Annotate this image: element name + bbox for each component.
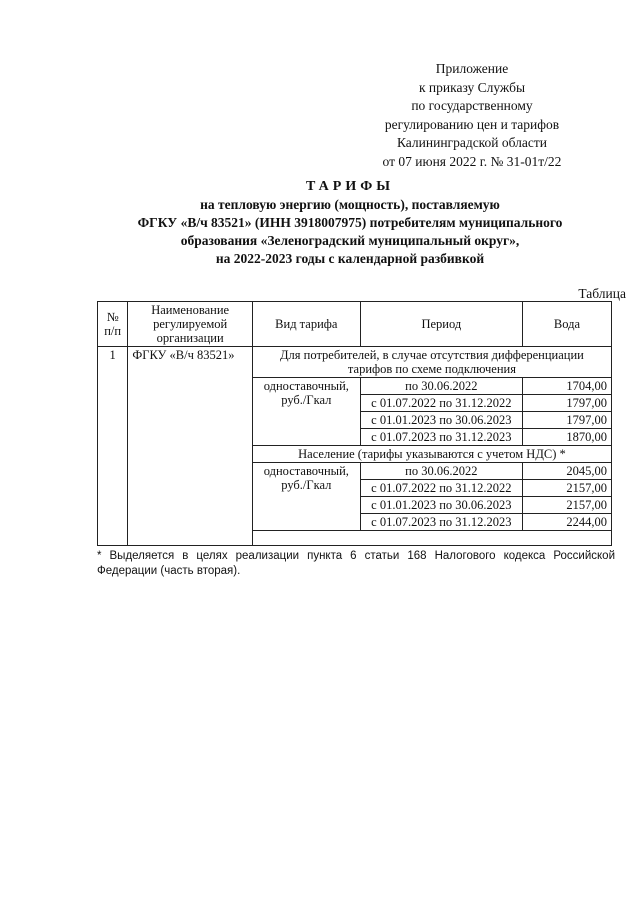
appendix-line: к приказу Службы [418, 79, 526, 95]
footnote: * Выделяется в целях реализации пункта 6 статьи 168 Налогового кодекса Российской Федерации (часть вторая). [97, 550, 615, 577]
title-line: на тепловую энергию (мощность), поставляемую [200, 197, 500, 212]
value-cell: 1797,00 [522, 412, 611, 429]
value-cell: 2157,00 [522, 480, 611, 497]
title-line: образования «Зеленоградский муниципальный округ», [180, 233, 520, 248]
value-cell: 1704,00 [522, 378, 611, 395]
header-number: № п/п [98, 302, 128, 347]
appendix-line: от 07 июня 2022 г. № 31-01т/22 [382, 153, 562, 169]
table-label: Таблица [578, 286, 626, 301]
period-cell: с 01.07.2023 по 31.12.2023 [360, 429, 522, 446]
group-heading: Для потребителей, в случае отсутствия дифференциации тарифов по схеме подключения [252, 347, 611, 378]
tariff-type: одноставочный, руб./Гкал [252, 463, 360, 531]
header-water: Вода [522, 302, 611, 347]
organization-name: ФГКУ «В/ч 83521» [128, 347, 253, 546]
title-main: ТАРИФЫ [306, 179, 394, 194]
period-cell: с 01.07.2023 по 31.12.2023 [360, 514, 522, 531]
empty-cell [252, 531, 611, 546]
document-title [60, 178, 640, 268]
title-line: ФГКУ «В/ч 83521» (ИНН 3918007975) потребителям муниципального [137, 215, 563, 230]
period-cell: с 01.07.2022 по 31.12.2022 [360, 480, 522, 497]
footnote-divider [97, 545, 219, 546]
header-organization: Наименование регулируемой организации [128, 302, 253, 347]
header-period: Период [360, 302, 522, 347]
tariff-table [97, 301, 612, 546]
period-cell: с 01.07.2022 по 31.12.2022 [360, 395, 522, 412]
appendix-line: Приложение [435, 61, 509, 76]
appendix-line: Калининградской области [396, 135, 548, 150]
table-row [98, 347, 612, 378]
title-line: на 2022-2023 годы с календарной разбивкой [215, 251, 485, 266]
value-cell: 2045,00 [522, 463, 611, 480]
value-cell: 1797,00 [522, 395, 611, 412]
row-number: 1 [98, 347, 128, 546]
tariff-type: одноставочный, руб./Гкал [252, 378, 360, 446]
period-cell: по 30.06.2022 [360, 463, 522, 480]
value-cell: 1870,00 [522, 429, 611, 446]
appendix-block [342, 60, 602, 171]
appendix-line: по государственному [411, 98, 533, 113]
table-header-row [98, 302, 612, 347]
value-cell: 2157,00 [522, 497, 611, 514]
period-cell: с 01.01.2023 по 30.06.2023 [360, 497, 522, 514]
period-cell: с 01.01.2023 по 30.06.2023 [360, 412, 522, 429]
appendix-line: регулированию цен и тарифов [384, 116, 560, 132]
header-tariff-type: Вид тарифа [252, 302, 360, 347]
value-cell: 2244,00 [522, 514, 611, 531]
group-heading: Население (тарифы указываются с учетом НДС) * [252, 446, 611, 463]
period-cell: по 30.06.2022 [360, 378, 522, 395]
